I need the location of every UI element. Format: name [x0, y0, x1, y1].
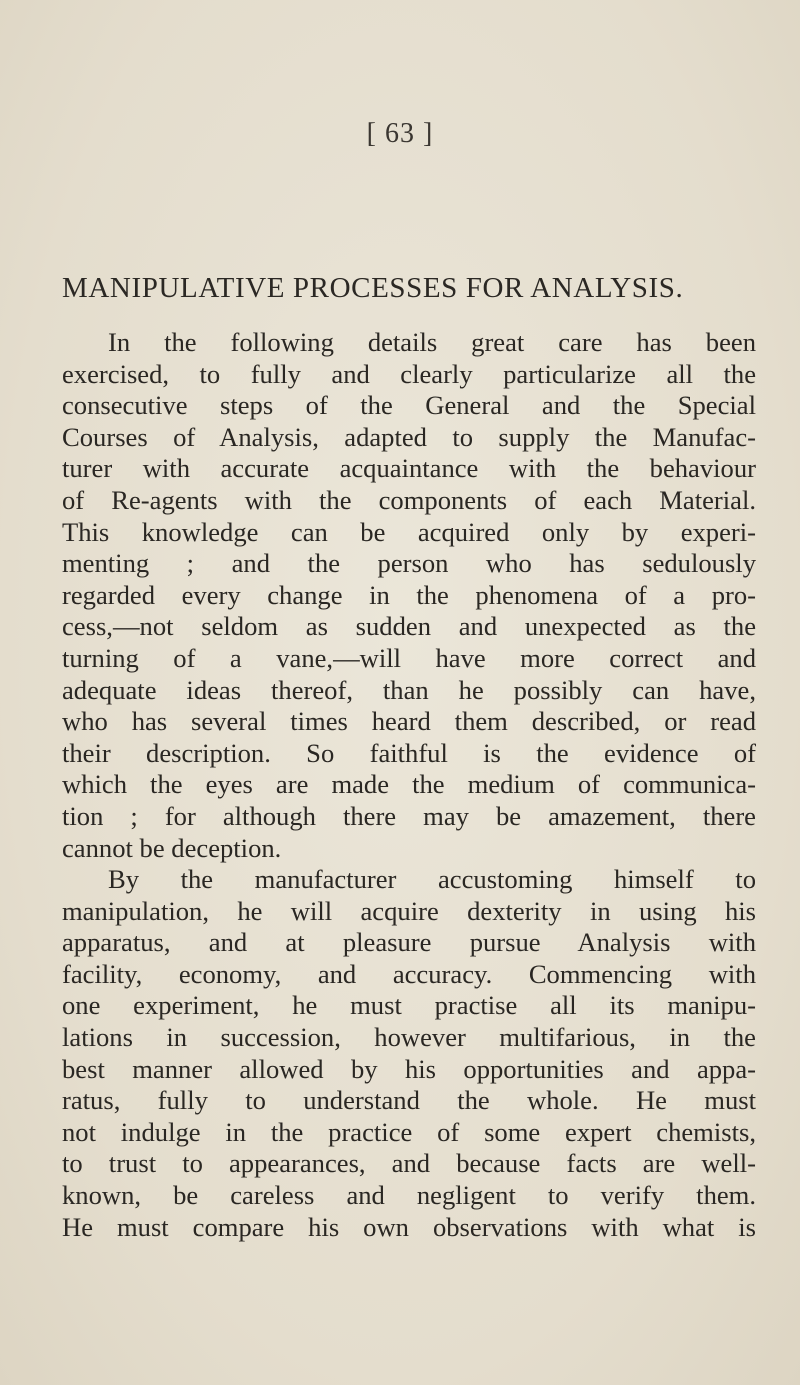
body-text — [62, 327, 756, 1243]
text-line: one experiment, he must practise all its manipu- — [62, 990, 756, 1021]
text-line: turning of a vane,—will have more correct and — [62, 642, 756, 673]
text-line: adequate ideas thereof, than he possibly can have, — [62, 674, 756, 705]
text-line: who has several times heard them described, or read — [62, 706, 756, 737]
text-line: not indulge in the practice of some expert chemists, — [62, 1116, 756, 1147]
text-line: of Re-agents with the components of each Material. — [62, 484, 756, 515]
text-line: This knowledge can be acquired only by experi- — [62, 516, 756, 547]
text-line: In the following details great care has been — [108, 327, 756, 357]
paragraph-2 — [62, 864, 756, 1243]
text-line: their description. So faithful is the evidence of — [62, 737, 756, 768]
text-line: tion ; for although there may be amazement, there — [62, 800, 756, 831]
paragraph-1 — [62, 327, 756, 864]
text-line: Courses of Analysis, adapted to supply the Manufac- — [62, 421, 756, 452]
text-line: to trust to appearances, and because facts are well- — [62, 1148, 756, 1179]
text-line: which the eyes are made the medium of communica- — [62, 769, 756, 800]
page-number: [ 63 ] — [366, 118, 434, 149]
text-line: manipulation, he will acquire dexterity in using his — [62, 895, 756, 926]
text-line: ratus, fully to understand the whole. He must — [62, 1085, 756, 1116]
text-line: known, be careless and negligent to verify them. — [62, 1180, 756, 1211]
text-line: regarded every change in the phenomena of a pro- — [62, 579, 756, 610]
text-line: lations in succession, however multifarious, in the — [62, 1022, 756, 1053]
text-line: cannot be deception. — [62, 832, 282, 863]
text-line: turer with accurate acquaintance with the behaviour — [62, 453, 756, 484]
chapter-title: MANIPULATIVE PROCESSES FOR ANALYSIS. — [62, 272, 684, 304]
text-line: cess,—not seldom as sudden and unexpected as the — [62, 611, 756, 642]
text-line: consecutive steps of the General and the Special — [62, 390, 756, 421]
text-line: apparatus, and at pleasure pursue Analysis with — [62, 927, 756, 958]
text-line: By the manufacturer accustoming himself to — [108, 864, 756, 895]
text-line: best manner allowed by his opportunities and appa- — [62, 1053, 756, 1084]
text-line: exercised, to fully and clearly particularize all the — [62, 358, 756, 389]
text-line: menting ; and the person who has sedulously — [62, 548, 756, 579]
text-line: He must compare his own observations with what is — [62, 1211, 756, 1242]
text-line: facility, economy, and accuracy. Commencing with — [62, 958, 756, 989]
